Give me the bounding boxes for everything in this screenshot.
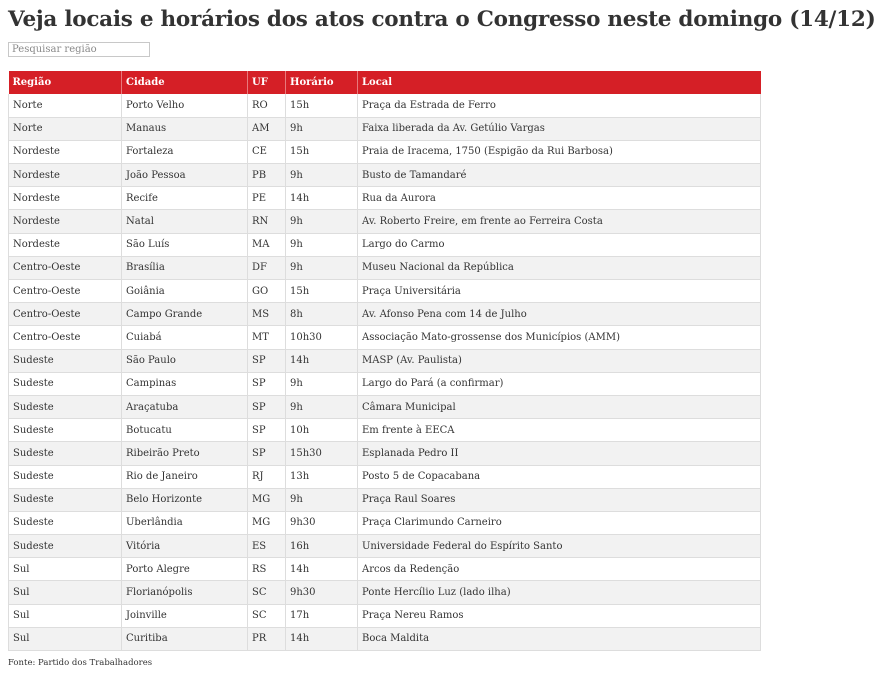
cell-cidade: Belo Horizonte (122, 488, 248, 511)
table-row (9, 511, 761, 534)
table-row (9, 187, 761, 210)
cell-regiao: Sudeste (9, 372, 122, 395)
cell-horario: 16h (286, 535, 358, 558)
cell-regiao: Centro-Oeste (9, 303, 122, 326)
cell-local: Em frente à EECA (358, 419, 761, 442)
table-row (9, 604, 761, 627)
table-row (9, 164, 761, 187)
cell-cidade: Joinville (122, 604, 248, 627)
cell-horario: 9h (286, 210, 358, 233)
cell-uf: SC (248, 604, 286, 627)
cell-cidade: Natal (122, 210, 248, 233)
cell-regiao: Nordeste (9, 210, 122, 233)
table-row (9, 233, 761, 256)
cell-regiao: Nordeste (9, 164, 122, 187)
table-row (9, 372, 761, 395)
cell-regiao: Norte (9, 94, 122, 117)
cell-cidade: Ribeirão Preto (122, 442, 248, 465)
cell-cidade: Rio de Janeiro (122, 465, 248, 488)
column-header-local: Local (358, 71, 761, 94)
cell-regiao: Nordeste (9, 187, 122, 210)
column-header-regiao: Região (9, 71, 122, 94)
cell-horario: 15h (286, 140, 358, 163)
cell-cidade: Fortaleza (122, 140, 248, 163)
cell-uf: MT (248, 326, 286, 349)
cell-cidade: Araçatuba (122, 395, 248, 418)
table-row (9, 117, 761, 140)
cell-cidade: Uberlândia (122, 511, 248, 534)
cell-cidade: Campinas (122, 372, 248, 395)
cell-horario: 10h (286, 419, 358, 442)
cell-horario: 9h30 (286, 581, 358, 604)
cell-horario: 14h (286, 349, 358, 372)
search-input[interactable] (8, 42, 150, 57)
cell-cidade: São Paulo (122, 349, 248, 372)
cell-regiao: Sudeste (9, 535, 122, 558)
cell-local: Praça Nereu Ramos (358, 604, 761, 627)
cell-cidade: Porto Alegre (122, 558, 248, 581)
cell-uf: MG (248, 488, 286, 511)
cell-cidade: João Pessoa (122, 164, 248, 187)
cell-regiao: Sudeste (9, 488, 122, 511)
table-row (9, 558, 761, 581)
table-row (9, 140, 761, 163)
cell-local: Esplanada Pedro II (358, 442, 761, 465)
cell-horario: 9h (286, 164, 358, 187)
table-row (9, 326, 761, 349)
cell-local: Posto 5 de Copacabana (358, 465, 761, 488)
cell-regiao: Sul (9, 627, 122, 650)
cell-horario: 15h (286, 280, 358, 303)
column-header-cidade: Cidade (122, 71, 248, 94)
cell-cidade: Curitiba (122, 627, 248, 650)
cell-local: Museu Nacional da República (358, 256, 761, 279)
cell-horario: 17h (286, 604, 358, 627)
table-row (9, 210, 761, 233)
cell-cidade: Cuiabá (122, 326, 248, 349)
cell-regiao: Sul (9, 558, 122, 581)
cell-uf: SC (248, 581, 286, 604)
cell-regiao: Centro-Oeste (9, 280, 122, 303)
cell-cidade: Brasília (122, 256, 248, 279)
cell-local: Praça Clarimundo Carneiro (358, 511, 761, 534)
cell-uf: RJ (248, 465, 286, 488)
cell-horario: 9h (286, 117, 358, 140)
cell-uf: SP (248, 419, 286, 442)
cell-local: Praça Universitária (358, 280, 761, 303)
cell-regiao: Centro-Oeste (9, 326, 122, 349)
cell-regiao: Centro-Oeste (9, 256, 122, 279)
cell-cidade: Vitória (122, 535, 248, 558)
cell-local: Largo do Carmo (358, 233, 761, 256)
cell-cidade: Campo Grande (122, 303, 248, 326)
cell-uf: AM (248, 117, 286, 140)
cell-local: MASP (Av. Paulista) (358, 349, 761, 372)
cell-cidade: Botucatu (122, 419, 248, 442)
cell-cidade: Goiânia (122, 280, 248, 303)
table-header-row (9, 71, 761, 94)
cell-horario: 8h (286, 303, 358, 326)
cell-local: Arcos da Redenção (358, 558, 761, 581)
source-note: Fonte: Partido dos Trabalhadores (8, 658, 153, 668)
cell-local: Boca Maldita (358, 627, 761, 650)
cell-uf: GO (248, 280, 286, 303)
cell-local: Largo do Pará (a confirmar) (358, 372, 761, 395)
cell-horario: 14h (286, 558, 358, 581)
cell-regiao: Sul (9, 604, 122, 627)
cell-horario: 14h (286, 627, 358, 650)
table-row (9, 303, 761, 326)
cell-regiao: Nordeste (9, 140, 122, 163)
cell-horario: 9h30 (286, 511, 358, 534)
table-row (9, 442, 761, 465)
cell-uf: ES (248, 535, 286, 558)
cell-local: Universidade Federal do Espírito Santo (358, 535, 761, 558)
table-row (9, 349, 761, 372)
cell-horario: 15h (286, 94, 358, 117)
cell-local: Ponte Hercílio Luz (lado ilha) (358, 581, 761, 604)
cell-cidade: Porto Velho (122, 94, 248, 117)
cell-uf: RO (248, 94, 286, 117)
cell-uf: PR (248, 627, 286, 650)
column-header-horario: Horário (286, 71, 358, 94)
cell-uf: DF (248, 256, 286, 279)
cell-horario: 13h (286, 465, 358, 488)
cell-horario: 9h (286, 372, 358, 395)
cell-uf: SP (248, 395, 286, 418)
cell-regiao: Sudeste (9, 442, 122, 465)
cell-cidade: Manaus (122, 117, 248, 140)
table-row (9, 94, 761, 117)
cell-uf: RN (248, 210, 286, 233)
table-row (9, 535, 761, 558)
cell-uf: MS (248, 303, 286, 326)
table-row (9, 419, 761, 442)
cell-local: Faixa liberada da Av. Getúlio Vargas (358, 117, 761, 140)
cell-uf: SP (248, 349, 286, 372)
cell-local: Praia de Iracema, 1750 (Espigão da Rui Barbosa) (358, 140, 761, 163)
cell-regiao: Sudeste (9, 395, 122, 418)
cell-uf: SP (248, 372, 286, 395)
cell-horario: 9h (286, 488, 358, 511)
table-row (9, 627, 761, 650)
cell-regiao: Sudeste (9, 349, 122, 372)
table-row (9, 280, 761, 303)
table-body (9, 94, 761, 651)
table-row (9, 256, 761, 279)
cell-horario: 9h (286, 233, 358, 256)
cell-regiao: Nordeste (9, 233, 122, 256)
cell-uf: SP (248, 442, 286, 465)
locations-table (8, 71, 761, 651)
cell-horario: 15h30 (286, 442, 358, 465)
cell-local: Busto de Tamandaré (358, 164, 761, 187)
cell-horario: 14h (286, 187, 358, 210)
cell-local: Av. Roberto Freire, em frente ao Ferreira Costa (358, 210, 761, 233)
cell-local: Av. Afonso Pena com 14 de Julho (358, 303, 761, 326)
cell-uf: RS (248, 558, 286, 581)
cell-uf: MA (248, 233, 286, 256)
cell-horario: 10h30 (286, 326, 358, 349)
cell-uf: CE (248, 140, 286, 163)
cell-cidade: Recife (122, 187, 248, 210)
cell-local: Associação Mato-grossense dos Municípios (AMM) (358, 326, 761, 349)
cell-uf: PE (248, 187, 286, 210)
cell-local: Rua da Aurora (358, 187, 761, 210)
cell-horario: 9h (286, 256, 358, 279)
page-title: Veja locais e horários dos atos contra o Congresso neste domingo (14/12) (8, 7, 876, 32)
cell-regiao: Sul (9, 581, 122, 604)
table-row (9, 465, 761, 488)
table-row (9, 395, 761, 418)
cell-local: Praça da Estrada de Ferro (358, 94, 761, 117)
cell-uf: MG (248, 511, 286, 534)
cell-regiao: Sudeste (9, 465, 122, 488)
cell-uf: PB (248, 164, 286, 187)
table-row (9, 581, 761, 604)
cell-cidade: São Luís (122, 233, 248, 256)
column-header-uf: UF (248, 71, 286, 94)
cell-local: Praça Raul Soares (358, 488, 761, 511)
cell-regiao: Sudeste (9, 511, 122, 534)
cell-horario: 9h (286, 395, 358, 418)
table-row (9, 488, 761, 511)
cell-regiao: Sudeste (9, 419, 122, 442)
cell-cidade: Florianópolis (122, 581, 248, 604)
cell-regiao: Norte (9, 117, 122, 140)
cell-local: Câmara Municipal (358, 395, 761, 418)
